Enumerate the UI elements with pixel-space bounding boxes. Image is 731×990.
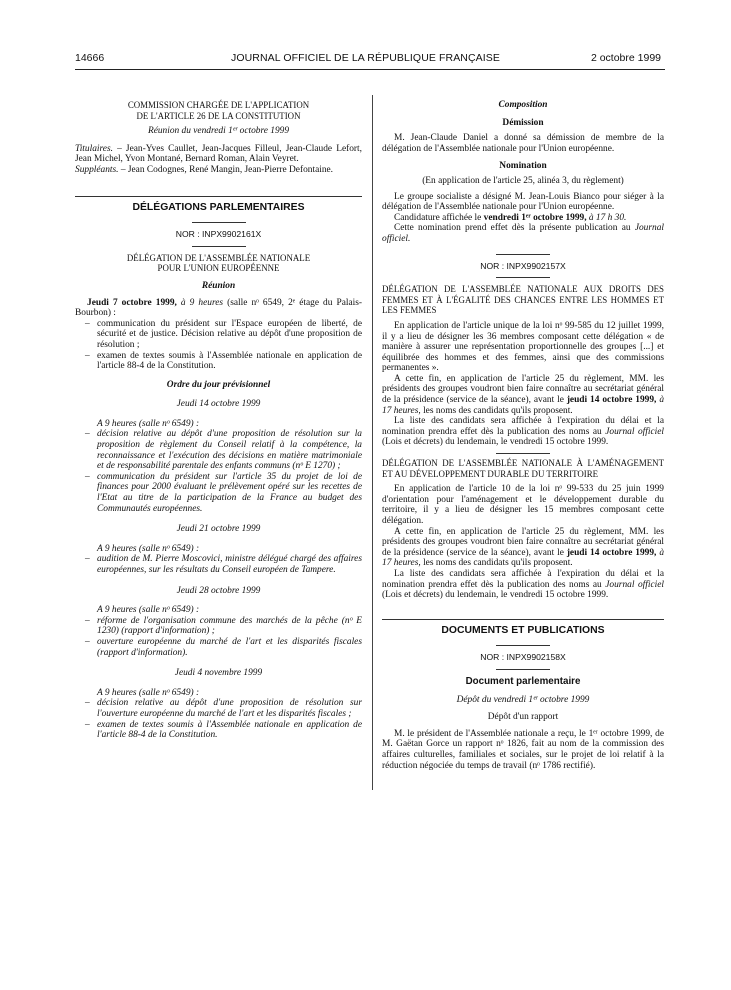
reunion-time: à 9 heures — [176, 297, 224, 308]
titulaires — [75, 144, 362, 165]
list-item: – examen de textes soumis à l'Assemblée nationale en application de l'article 88-4 de la Constitution. — [85, 720, 362, 741]
demission-heading: Démission — [502, 117, 544, 128]
page-header — [0, 52, 731, 68]
agenda-items — [75, 616, 362, 658]
text-run: (Lois et décrets) du lendemain, le vendredi 15 octobre 1999. — [382, 437, 609, 448]
agenda-time: A 9 heures (salle nᵒ 6549) : — [97, 605, 200, 616]
left-column — [75, 97, 362, 741]
section-title-documents: DOCUMENTS ET PUBLICATIONS — [441, 624, 605, 636]
deadline-time: à 17 heures, — [382, 395, 665, 416]
section-rule — [75, 196, 362, 197]
nor-code: NOR : INPX9902158X — [480, 652, 566, 663]
agenda-date: Jeudi 28 octobre 1999 — [176, 585, 261, 596]
text-run: (Lois et décrets) du lendemain, le vendredi 15 octobre 1999. — [382, 590, 609, 601]
journal-officiel-ref: Journal officiel — [605, 426, 664, 437]
depot-date: Dépôt du vendredi 1ᵉʳ octobre 1999 — [456, 694, 590, 705]
droits-paragraph-1: En application de l'article unique de la loi nᵒ 99-585 du 12 juillet 1999, il y a lieu de désigner les 36 membres composant cette délégation « de manière à assurer une représentation proportionnelle des groupes [...] et équilibrée des hommes et des femmes, ainsi que des commissions permanentes ». — [382, 320, 664, 374]
list-item: – audition de M. Pierre Moscovici, ministre délégué chargé des affaires européennes, sur les résultats du Conseil européen de Tampere. — [85, 554, 362, 575]
delegation-droits-femmes-title: DÉLÉGATION DE L'ASSEMBLÉE NATIONALE AUX DROITS DES FEMMES ET À L'ÉGALITÉ DES CHANCES ENTRE LES HOMMES ET LES FEMMES — [382, 284, 664, 316]
section-title-delegations: DÉLÉGATIONS PARLEMENTAIRES — [132, 201, 305, 213]
commission-meeting-date: Réunion du vendredi 1ᵉʳ octobre 1999 — [147, 126, 290, 137]
candidature-text — [382, 213, 664, 224]
titulaires-names: – Jean-Yves Caullet, Jean-Jacques Filleul, Jean-Claude Lefort, Jean Michel, Yvon Montané, Bernard Roman, Alain Veyret. — [75, 143, 362, 165]
deadline-time: à 17 heures, — [382, 547, 665, 569]
agenda-time: A 9 heures (salle nᵒ 6549) : — [97, 418, 200, 429]
journal-officiel-ref: Journal officiel — [605, 579, 664, 590]
nomination-heading: Nomination — [499, 161, 547, 172]
titulaires-label: Titulaires. — [75, 143, 113, 154]
commission-title-line-2: DE L'ARTICLE 26 DE LA CONSTITUTION — [136, 110, 301, 121]
list-item: – communication du président sur l'article 35 du projet de loi de finances pour 2000 évaluant le prélèvement opéré sur les recettes de l'Etat au titre de la participation de la France au budget des Communautés européennes. — [85, 472, 362, 514]
short-rule — [496, 645, 550, 646]
effet-text — [382, 223, 664, 244]
list-item: – ouverture européenne du marché de l'art et les disparités fiscales (rapport d'information). — [85, 637, 362, 658]
nor-code: NOR : INPX9902161X — [175, 229, 262, 240]
column-divider — [372, 95, 373, 790]
rapport-text: M. le président de l'Assemblée nationale a reçu, le 1ᵉʳ octobre 1999, de M. Gaëtan Gorce un rapport nᵒ 1826, fait au nom de la commission des affaires culturelles, familiales et sociales, sur le projet de loi relatif à la réduction négociée du temps de travail (nᵒ 1786 rectifié). — [382, 728, 664, 771]
deadline-date: jeudi 14 octobre 1999, — [566, 547, 657, 558]
nomination-text: Le groupe socialiste a désigné M. Jean-Louis Bianco pour siéger à la délégation de l'Assemblée nationale pour l'Union européenne. — [382, 191, 664, 213]
demission-text: M. Jean-Claude Daniel a donné sa démission de membre de la délégation de l'Assemblée nationale pour l'Union européenne. — [382, 133, 664, 154]
text-run: les noms des candidats qu'ils proposent. — [420, 405, 573, 416]
journal-title: JOURNAL OFFICIEL DE LA RÉPUBLIQUE FRANÇAISE — [231, 52, 500, 64]
agenda-time: A 9 heures (salle nᵒ 6549) : — [97, 543, 200, 554]
agenda-time: A 9 heures (salle nᵒ 6549) : — [97, 687, 200, 698]
suppleants-label: Suppléants. — [75, 164, 119, 175]
suppleants — [75, 165, 362, 176]
depot-rapport-heading: Dépôt d'un rapport — [487, 712, 559, 723]
short-rule — [496, 669, 550, 670]
header-rule — [75, 69, 665, 70]
delegation-title-line-1: DÉLÉGATION DE L'ASSEMBLÉE NATIONALE — [126, 252, 311, 263]
reunion-heading: Réunion — [201, 280, 236, 291]
nor-code: NOR : INPX9902157X — [480, 260, 566, 271]
reunion-place: (salle nᵒ 6549, 2ᵉ étage du Palais-Bourbon) : — [75, 297, 362, 319]
amenagement-paragraph-1: En application de l'article 10 de la loi nᵒ 99-533 du 25 juin 1999 d'orientation pour l'aménagement et le développement durable du territoire, il y a lieu de désigner les 15 membres composant cette délégation. — [382, 484, 664, 526]
commission-title-line-1: COMMISSION CHARGÉE DE L'APPLICATION — [127, 100, 310, 110]
nomination-subheading: (En application de l'article 25, alinéa 3, du règlement) — [422, 175, 624, 186]
effet-pre: Cette nomination prend effet dès la présente publication au — [394, 223, 635, 234]
short-rule — [496, 254, 550, 255]
journal-officiel-ref: Journal officiel. — [382, 223, 664, 244]
agenda-items — [75, 429, 362, 514]
reunion-intro — [75, 298, 362, 319]
agenda-date: Jeudi 21 octobre 1999 — [176, 524, 261, 535]
droits-paragraph-3 — [382, 416, 664, 448]
short-rule — [496, 453, 550, 454]
list-item: – communication du président sur l'Espace européen de liberté, de sécurité et de justice. Décision relative au dépôt d'une proposition de résolution ; — [85, 319, 362, 351]
agenda-items — [75, 698, 362, 740]
agenda-date: Jeudi 14 octobre 1999 — [176, 399, 261, 410]
delegation-title-line-2: POUR L'UNION EUROPÉENNE — [157, 263, 280, 274]
document-parlementaire-heading: Document parlementaire — [465, 675, 581, 687]
deadline-date: jeudi 14 octobre 1999, — [566, 395, 657, 406]
reunion-items — [75, 319, 362, 372]
delegation-amenagement-title: DÉLÉGATION DE L'ASSEMBLÉE NATIONALE À L'AMÉNAGEMENT ET AU DÉVELOPPEMENT DURABLE DU TERRITOIRE — [382, 458, 664, 479]
list-item: – réforme de l'organisation commune des marchés de la pêche (nᵒ E 1230) (rapport d'information) ; — [85, 616, 362, 637]
page-number: 14666 — [75, 52, 105, 64]
agenda-items — [75, 554, 362, 575]
text-run: La liste des candidats sera affichée à l'expiration du délai et la nomination prendra effet dès la publication des noms au — [382, 416, 664, 437]
text-run: A cette fin, en application de l'article 25 du règlement, MM. les présidents des groupes voudront bien faire connaître au secrétariat général de la présidence (service de la séance), avant le — [382, 373, 664, 406]
short-rule — [496, 277, 550, 278]
composition-heading: Composition — [498, 100, 548, 110]
agenda-date: Jeudi 4 novembre 1999 — [174, 668, 263, 679]
suppleants-names: – Jean Codognes, René Mangin, Jean-Pierre Defontaine. — [118, 164, 334, 175]
droits-paragraph-2 — [382, 374, 664, 416]
list-item: – décision relative au dépôt d'une proposition de résolution sur la proposition de règlement du Conseil relatif à la compétence, la reconnaissance et l'exécution des décisions en matière matrimoniale et de responsabilité parentale des enfants communs (nᵒ E 1270) ; — [85, 429, 362, 471]
short-rule — [192, 246, 246, 247]
text-run: La liste des candidats sera affichée à l'expiration du délai et la nomination prendra effet dès la publication des noms au — [382, 568, 664, 590]
amenagement-paragraph-2 — [382, 527, 664, 569]
agenda-heading: Ordre du jour prévisionnel — [166, 379, 271, 390]
text-run: les noms des candidats qu'ils proposent. — [420, 558, 573, 569]
list-item: – examen de textes soumis à l'Assemblée nationale en application de l'article 88-4 de la Constitution. — [85, 351, 362, 372]
short-rule — [192, 222, 246, 223]
reunion-date: Jeudi 7 octobre 1999, — [87, 297, 177, 308]
candidature-date: vendredi 1ᵉʳ octobre 1999, — [483, 212, 587, 223]
candidature-pre: Candidature affichée le — [394, 212, 484, 223]
amenagement-paragraph-3 — [382, 569, 664, 601]
issue-date: 2 octobre 1999 — [590, 52, 661, 64]
section-rule — [382, 619, 664, 620]
list-item: – décision relative au dépôt d'une proposition de résolution sur l'ouverture européenne du marché de l'art et les disparités fiscales ; — [85, 698, 362, 719]
candidature-time: à 17 h 30. — [586, 212, 627, 223]
right-column — [382, 97, 664, 771]
text-run: A cette fin, en application de l'article 25 du règlement, MM. les présidents des groupes voudront bien faire connaître au secrétariat général de la présidence (service de la séance), avant le — [382, 526, 664, 558]
